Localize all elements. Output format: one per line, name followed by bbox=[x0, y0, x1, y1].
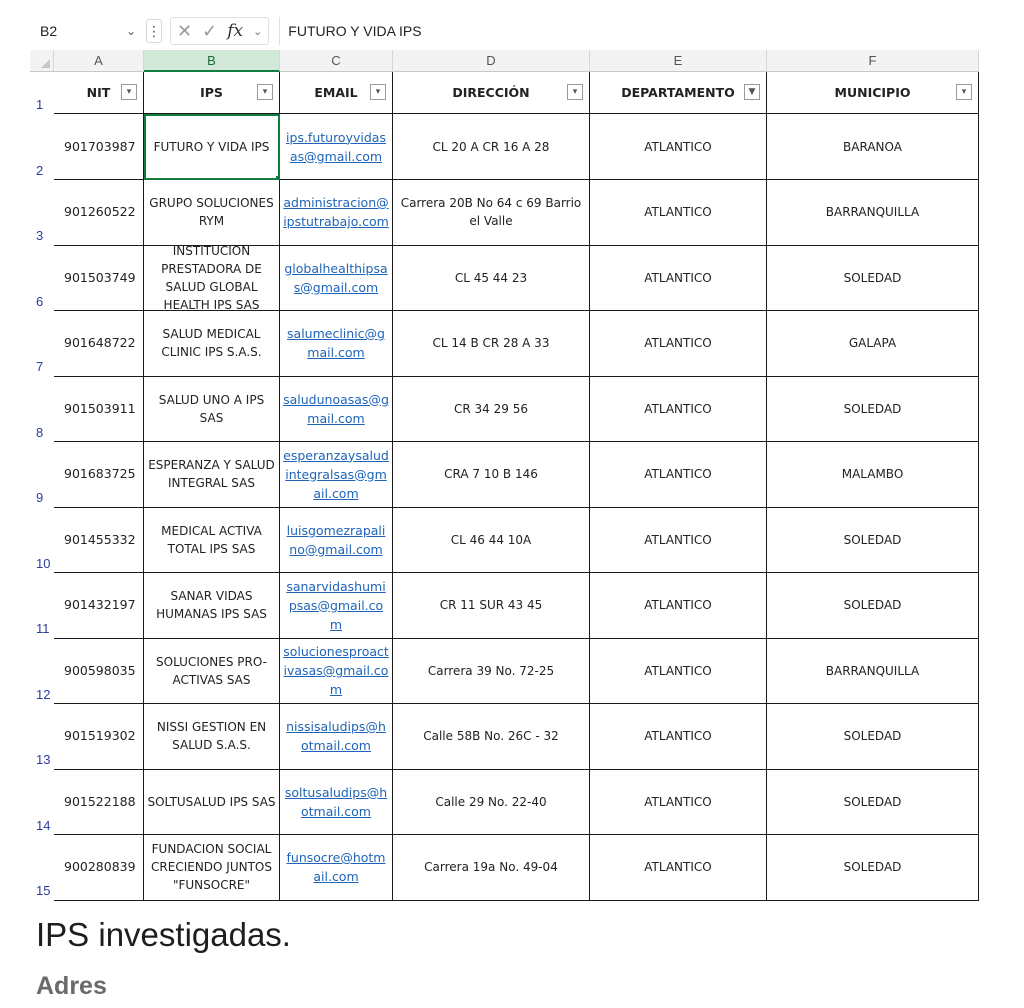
table-cell-ips[interactable]: FUTURO Y VIDA IPS bbox=[144, 114, 280, 180]
select-all-corner[interactable] bbox=[30, 50, 54, 72]
row-header[interactable]: 14 bbox=[30, 769, 54, 835]
table-cell-municipio[interactable]: SOLEDAD bbox=[767, 769, 979, 835]
table-cell-departamento[interactable]: ATLANTICO bbox=[590, 573, 767, 639]
column-header-a[interactable]: A bbox=[54, 50, 144, 72]
row-header[interactable]: 6 bbox=[30, 245, 54, 311]
table-cell-departamento[interactable]: ATLANTICO bbox=[590, 769, 767, 835]
confirm-icon[interactable]: ✓ bbox=[202, 20, 218, 41]
column-header-b[interactable]: B bbox=[144, 50, 280, 72]
table-cell-nit[interactable]: 901683725 bbox=[54, 442, 144, 508]
table-cell-departamento[interactable]: ATLANTICO bbox=[590, 376, 767, 442]
filter-dropdown-icon[interactable]: ▾ bbox=[370, 84, 386, 100]
more-options-icon[interactable]: ⋮ bbox=[146, 19, 162, 43]
table-cell-direccion[interactable]: Carrera 20B No 64 c 69 Barrio el Valle bbox=[393, 180, 590, 246]
row-header[interactable]: 3 bbox=[30, 180, 54, 246]
header-cell-municipio[interactable] bbox=[767, 72, 979, 114]
email-link[interactable]: soltusaludips@hotmail.com bbox=[280, 769, 393, 835]
email-link[interactable]: luisgomezrapalino@gmail.com bbox=[280, 507, 393, 573]
filter-dropdown-icon[interactable]: ▾ bbox=[956, 84, 972, 100]
table-cell-departamento[interactable]: ATLANTICO bbox=[590, 114, 767, 180]
table-cell-ips[interactable]: SALUD MEDICAL CLINIC IPS S.A.S. bbox=[144, 311, 280, 377]
table-cell-municipio[interactable]: SOLEDAD bbox=[767, 507, 979, 573]
table-cell-direccion[interactable]: Calle 58B No. 26C - 32 bbox=[393, 704, 590, 770]
caption-title: IPS investigadas. bbox=[36, 916, 291, 953]
email-link[interactable]: globalhealthipsas@gmail.com bbox=[280, 245, 393, 311]
table-cell-departamento[interactable]: ATLANTICO bbox=[590, 245, 767, 311]
table-cell-direccion[interactable]: CL 46 44 10A bbox=[393, 507, 590, 573]
table-cell-ips[interactable]: GRUPO SOLUCIONES RYM bbox=[144, 180, 280, 246]
chevron-down-icon[interactable]: ⌄ bbox=[125, 24, 136, 38]
table-cell-departamento[interactable]: ATLANTICO bbox=[590, 180, 767, 246]
header-label: NIT bbox=[86, 85, 111, 100]
table-cell-departamento[interactable]: ATLANTICO bbox=[590, 442, 767, 508]
header-cell-email[interactable] bbox=[280, 72, 393, 114]
table-cell-ips[interactable]: INSTITUCION PRESTADORA DE SALUD GLOBAL HEALTH IPS SAS bbox=[144, 245, 280, 311]
table-cell-municipio[interactable]: SOLEDAD bbox=[767, 573, 979, 639]
email-link[interactable]: sanarvidashumipsas@gmail.com bbox=[280, 573, 393, 639]
name-box[interactable] bbox=[30, 18, 142, 44]
table-cell-ips[interactable]: SALUD UNO A IPS SAS bbox=[144, 376, 280, 442]
table-cell-ips[interactable]: FUNDACION SOCIAL CRECIENDO JUNTOS "FUNSOCRE" bbox=[144, 835, 280, 901]
table-cell-nit[interactable]: 900598035 bbox=[54, 638, 144, 704]
header-label: MUNICIPIO bbox=[834, 85, 911, 100]
row-header[interactable]: 15 bbox=[30, 835, 54, 901]
email-link[interactable]: administracion@ipstutrabajo.com bbox=[280, 180, 393, 246]
table-cell-direccion[interactable]: CRA 7 10 B 146 bbox=[393, 442, 590, 508]
table-cell-nit[interactable]: 901503749 bbox=[54, 245, 144, 311]
table-cell-ips[interactable]: NISSI GESTION EN SALUD S.A.S. bbox=[144, 704, 280, 770]
email-link[interactable]: ips.futuroyvidasas@gmail.com bbox=[280, 114, 393, 180]
table-cell-nit[interactable]: 901519302 bbox=[54, 704, 144, 770]
cancel-icon[interactable]: ✕ bbox=[177, 20, 193, 41]
row-header[interactable]: 11 bbox=[30, 573, 54, 639]
filter-active-icon[interactable]: ▼ bbox=[744, 84, 760, 100]
header-cell-direccion[interactable] bbox=[393, 72, 590, 114]
table-cell-departamento[interactable]: ATLANTICO bbox=[590, 311, 767, 377]
header-label: IPS bbox=[200, 85, 223, 100]
table-cell-nit[interactable]: 900280839 bbox=[54, 835, 144, 901]
header-cell-ips[interactable] bbox=[144, 72, 280, 114]
table-cell-direccion[interactable]: CR 34 29 56 bbox=[393, 376, 590, 442]
caption-source: Adres bbox=[36, 972, 107, 1000]
chevron-down-icon[interactable]: ⌄ bbox=[253, 25, 263, 38]
email-link[interactable]: solucionesproactivasas@gmail.com bbox=[280, 638, 393, 704]
table-cell-direccion[interactable]: CR 11 SUR 43 45 bbox=[393, 573, 590, 639]
column-header-e[interactable]: E bbox=[590, 50, 767, 72]
table-cell-departamento[interactable]: ATLANTICO bbox=[590, 835, 767, 901]
table-cell-ips[interactable]: MEDICAL ACTIVA TOTAL IPS SAS bbox=[144, 507, 280, 573]
email-link[interactable]: esperanzaysaludintegralsas@gmail.com bbox=[280, 442, 393, 508]
table-cell-municipio[interactable]: SOLEDAD bbox=[767, 245, 979, 311]
filter-dropdown-icon[interactable]: ▾ bbox=[567, 84, 583, 100]
table-cell-nit[interactable]: 901260522 bbox=[54, 180, 144, 246]
email-link[interactable]: funsocre@hotmail.com bbox=[280, 835, 393, 901]
table-cell-departamento[interactable]: ATLANTICO bbox=[590, 638, 767, 704]
row-header[interactable]: 13 bbox=[30, 704, 54, 770]
table-cell-ips[interactable]: SOLTUSALUD IPS SAS bbox=[144, 769, 280, 835]
insert-function-icon[interactable]: fx bbox=[227, 21, 244, 41]
filter-dropdown-icon[interactable]: ▾ bbox=[121, 84, 137, 100]
email-link[interactable]: nissisaludips@hotmail.com bbox=[280, 704, 393, 770]
table-cell-ips[interactable]: SANAR VIDAS HUMANAS IPS SAS bbox=[144, 573, 280, 639]
formula-controls bbox=[170, 17, 269, 45]
table-cell-municipio[interactable]: SOLEDAD bbox=[767, 704, 979, 770]
table-cell-direccion[interactable]: Carrera 19a No. 49-04 bbox=[393, 835, 590, 901]
row-header[interactable]: 8 bbox=[30, 376, 54, 442]
email-link[interactable]: saludunoasas@gmail.com bbox=[280, 376, 393, 442]
table-cell-nit[interactable]: 901503911 bbox=[54, 376, 144, 442]
row-header[interactable]: 7 bbox=[30, 311, 54, 377]
row-header[interactable]: 2 bbox=[30, 114, 54, 180]
table-cell-ips[interactable]: SOLUCIONES PRO-ACTIVAS SAS bbox=[144, 638, 280, 704]
table-cell-direccion[interactable]: Calle 29 No. 22-40 bbox=[393, 769, 590, 835]
table-cell-direccion[interactable]: CL 20 A CR 16 A 28 bbox=[393, 114, 590, 180]
header-cell-nit[interactable] bbox=[54, 72, 144, 114]
table-cell-municipio[interactable]: BARANOA bbox=[767, 114, 979, 180]
row-header[interactable]: 10 bbox=[30, 507, 54, 573]
formula-input[interactable]: FUTURO Y VIDA IPS bbox=[279, 17, 990, 45]
filter-dropdown-icon[interactable]: ▾ bbox=[257, 84, 273, 100]
column-header-f[interactable]: F bbox=[767, 50, 979, 72]
row-header[interactable]: 12 bbox=[30, 638, 54, 704]
header-cell-departamento[interactable] bbox=[590, 72, 767, 114]
row-header[interactable]: 9 bbox=[30, 442, 54, 508]
table-cell-nit[interactable]: 901432197 bbox=[54, 573, 144, 639]
table-cell-direccion[interactable]: CL 14 B CR 28 A 33 bbox=[393, 311, 590, 377]
table-cell-municipio[interactable]: GALAPA bbox=[767, 311, 979, 377]
name-box-value: B2 bbox=[40, 23, 58, 39]
table-cell-nit[interactable]: 901522188 bbox=[54, 769, 144, 835]
table-cell-municipio[interactable]: BARRANQUILLA bbox=[767, 638, 979, 704]
table-cell-municipio[interactable]: SOLEDAD bbox=[767, 835, 979, 901]
table-cell-ips[interactable]: ESPERANZA Y SALUD INTEGRAL SAS bbox=[144, 442, 280, 508]
table-cell-departamento[interactable]: ATLANTICO bbox=[590, 507, 767, 573]
table-cell-nit[interactable]: 901703987 bbox=[54, 114, 144, 180]
header-label: DEPARTAMENTO bbox=[621, 85, 735, 100]
formula-bar bbox=[30, 14, 990, 48]
table-cell-departamento[interactable]: ATLANTICO bbox=[590, 704, 767, 770]
header-label: EMAIL bbox=[314, 85, 358, 100]
table-cell-municipio[interactable]: MALAMBO bbox=[767, 442, 979, 508]
row-header[interactable]: 1 bbox=[30, 72, 54, 114]
table-cell-direccion[interactable]: CL 45 44 23 bbox=[393, 245, 590, 311]
table-cell-municipio[interactable]: SOLEDAD bbox=[767, 376, 979, 442]
table-cell-municipio[interactable]: BARRANQUILLA bbox=[767, 180, 979, 246]
table-cell-nit[interactable]: 901455332 bbox=[54, 507, 144, 573]
table-cell-nit[interactable]: 901648722 bbox=[54, 311, 144, 377]
email-link[interactable]: salumeclinic@gmail.com bbox=[280, 311, 393, 377]
table-cell-direccion[interactable]: Carrera 39 No. 72-25 bbox=[393, 638, 590, 704]
column-header-d[interactable]: D bbox=[393, 50, 590, 72]
header-label: DIRECCIÓN bbox=[452, 85, 530, 100]
column-header-c[interactable]: C bbox=[280, 50, 393, 72]
